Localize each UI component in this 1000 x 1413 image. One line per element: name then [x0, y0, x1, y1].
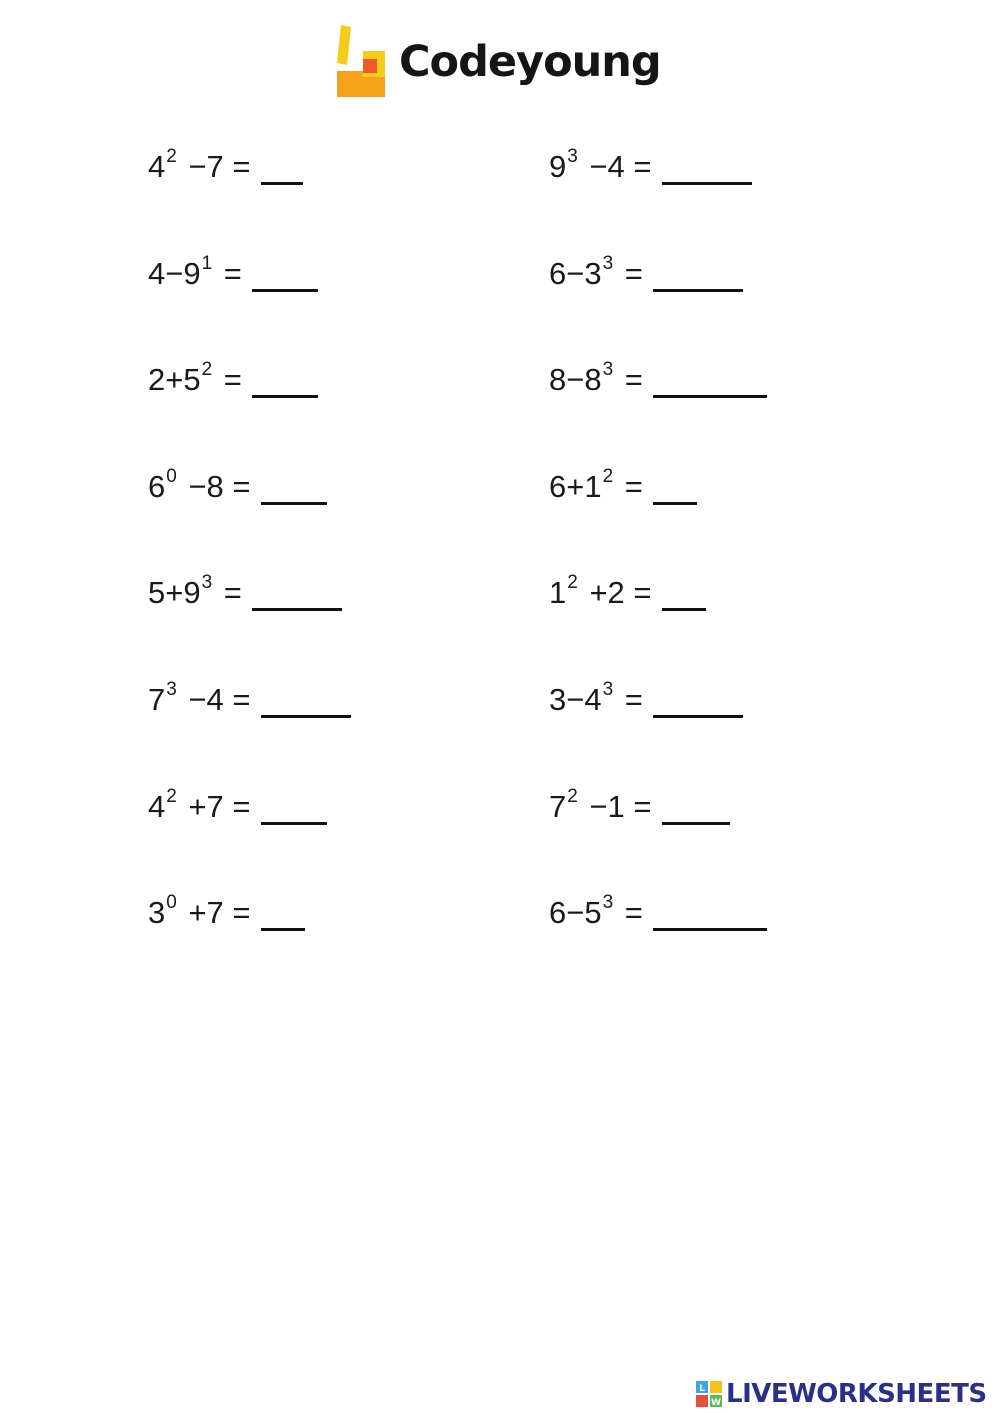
answer-blank[interactable] [261, 928, 305, 931]
expression: $3^0 +7$ = [148, 892, 251, 930]
expression: $1^2 +2$ = [549, 572, 652, 610]
brand-name: Codeyoung [399, 36, 661, 87]
expression: $5+9^3$ = [148, 572, 242, 610]
problem-right-4 [549, 464, 697, 508]
expression: $3-4^3$ = [549, 679, 643, 717]
expression: $7^3 -4$ = [148, 679, 251, 717]
problem-left-7 [148, 784, 327, 828]
problem-right-6 [549, 677, 743, 721]
expression: $7^2 -1$ = [549, 786, 652, 824]
expression: $6^0 -8$ = [148, 466, 251, 504]
expression: $4^2 +7$ = [148, 786, 251, 824]
answer-blank[interactable] [252, 289, 318, 292]
expression: $8-8^3$ = [549, 359, 643, 397]
answer-blank[interactable] [261, 715, 351, 718]
answer-blank[interactable] [653, 289, 743, 292]
answer-blank[interactable] [653, 715, 743, 718]
expression: $6-3^3$ = [549, 253, 643, 291]
answer-blank[interactable] [653, 502, 697, 505]
problem-left-1 [148, 144, 303, 188]
answer-blank[interactable] [662, 608, 706, 611]
problem-left-4 [148, 464, 327, 508]
watermark-text: LIVEWORKSHEETS [726, 1379, 987, 1409]
answer-blank[interactable] [261, 182, 303, 185]
problem-right-3 [549, 357, 767, 401]
problem-right-1 [549, 144, 752, 188]
liveworksheets-watermark [696, 1376, 987, 1412]
answer-blank[interactable] [653, 928, 767, 931]
answer-blank[interactable] [653, 395, 767, 398]
answer-blank[interactable] [662, 182, 752, 185]
expression: $4-9^1$ = [148, 253, 242, 291]
expression: $9^3 -4$ = [549, 146, 652, 184]
problem-left-8 [148, 890, 305, 934]
answer-blank[interactable] [261, 822, 327, 825]
liveworksheets-icon [696, 1381, 722, 1407]
answer-blank[interactable] [252, 395, 318, 398]
expression: $6-5^3$ = [549, 892, 643, 930]
svg-text:W: W [711, 1398, 721, 1407]
expression: $6+1^2$ = [549, 466, 643, 504]
problem-right-8 [549, 890, 767, 934]
answer-blank[interactable] [662, 822, 730, 825]
problem-left-3 [148, 357, 318, 401]
problem-left-6 [148, 677, 351, 721]
problem-right-5 [549, 570, 706, 614]
expression: $4^2 -7$ = [148, 146, 251, 184]
problem-left-5 [148, 570, 342, 614]
problem-left-2 [148, 251, 318, 295]
answer-blank[interactable] [252, 608, 342, 611]
problem-right-2 [549, 251, 743, 295]
svg-text:L: L [699, 1384, 705, 1394]
expression: $2+5^2$ = [148, 359, 242, 397]
answer-blank[interactable] [261, 502, 327, 505]
problem-right-7 [549, 784, 730, 828]
